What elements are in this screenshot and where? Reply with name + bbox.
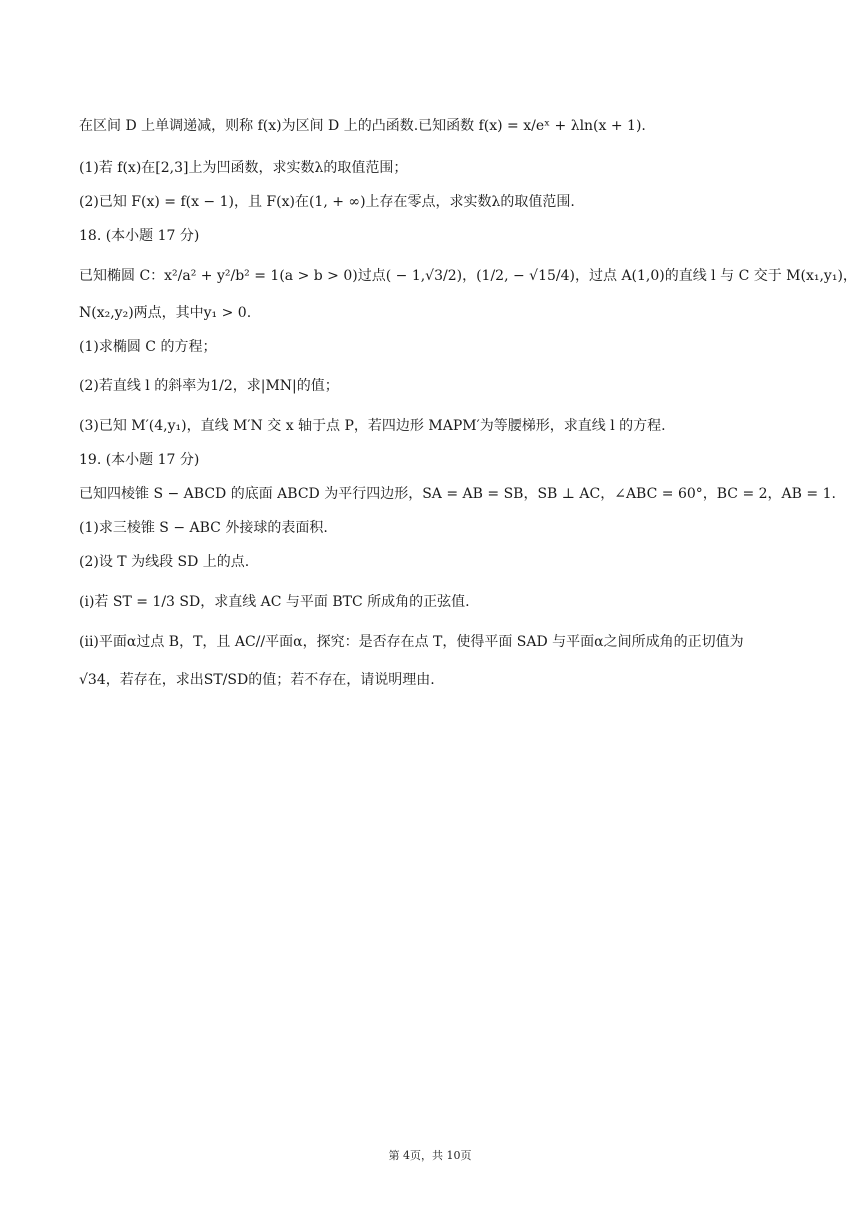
problem19-part1: (1)求三棱锥 S − ABC 外接球的表面积. [79,520,328,536]
problem19-header: 19. (本小题 17 分) [79,452,200,468]
problem19-part2-ii-line1: (ii)平面α过点 B，T，且 AC//平面α，探究：是否存在点 T，使得平面 SAD 与平面α之间所成角的正切值为 [79,634,744,650]
problem18-stem-line2: N(x₂,y₂)两点，其中y₁ > 0. [79,305,252,321]
problem18-stem-line1: 已知椭圆 C：x²/a² + y²/b² = 1(a > b > 0)过点( − 1,√3/2)，(1/2, − √15/4)，过点 A(1,0)的直线 l 与 C 交于 M(x₁,y₁)， [79,268,857,284]
problem19-part2-ii-line2: √34，若存在，求出ST/SD的值；若不存在，请说明理由. [79,672,435,688]
problem19-stem: 已知四棱锥 S − ABCD 的底面 ABCD 为平行四边形，SA = AB = SB，SB ⊥ AC，∠ABC = 60°，BC = 2，AB = 1. [79,486,836,502]
problem18-part2: (2)若直线 l 的斜率为1/2，求|MN|的值； [79,378,339,394]
page-number-footer: 第 4页，共 10页 [388,1149,472,1162]
problem18-part3: (3)已知 M′(4,y₁)，直线 M′N 交 x 轴于点 P，若四边形 MAPM′为等腰梯形，求直线 l 的方程. [79,418,666,434]
problem19-part2: (2)设 T 为线段 SD 上的点. [79,554,250,570]
problem17-part1: (1)若 f(x)在[2,3]上为凹函数，求实数λ的取值范围； [79,160,408,176]
problem17-part2: (2)已知 F(x) = f(x − 1)，且 F(x)在(1, + ∞)上存在零点，求实数λ的取值范围. [79,194,575,210]
problem17-intro-line: 在区间 D 上单调递减，则称 f(x)为区间 D 上的凸函数.已知函数 f(x) = x/eˣ + λln(x + 1). [79,118,646,134]
problem18-part1: (1)求椭圆 C 的方程； [79,339,217,355]
problem18-header: 18. (本小题 17 分) [79,228,200,244]
problem19-part2-i: (i)若 ST = 1/3 SD，求直线 AC 与平面 BTC 所成角的正弦值. [79,594,470,610]
